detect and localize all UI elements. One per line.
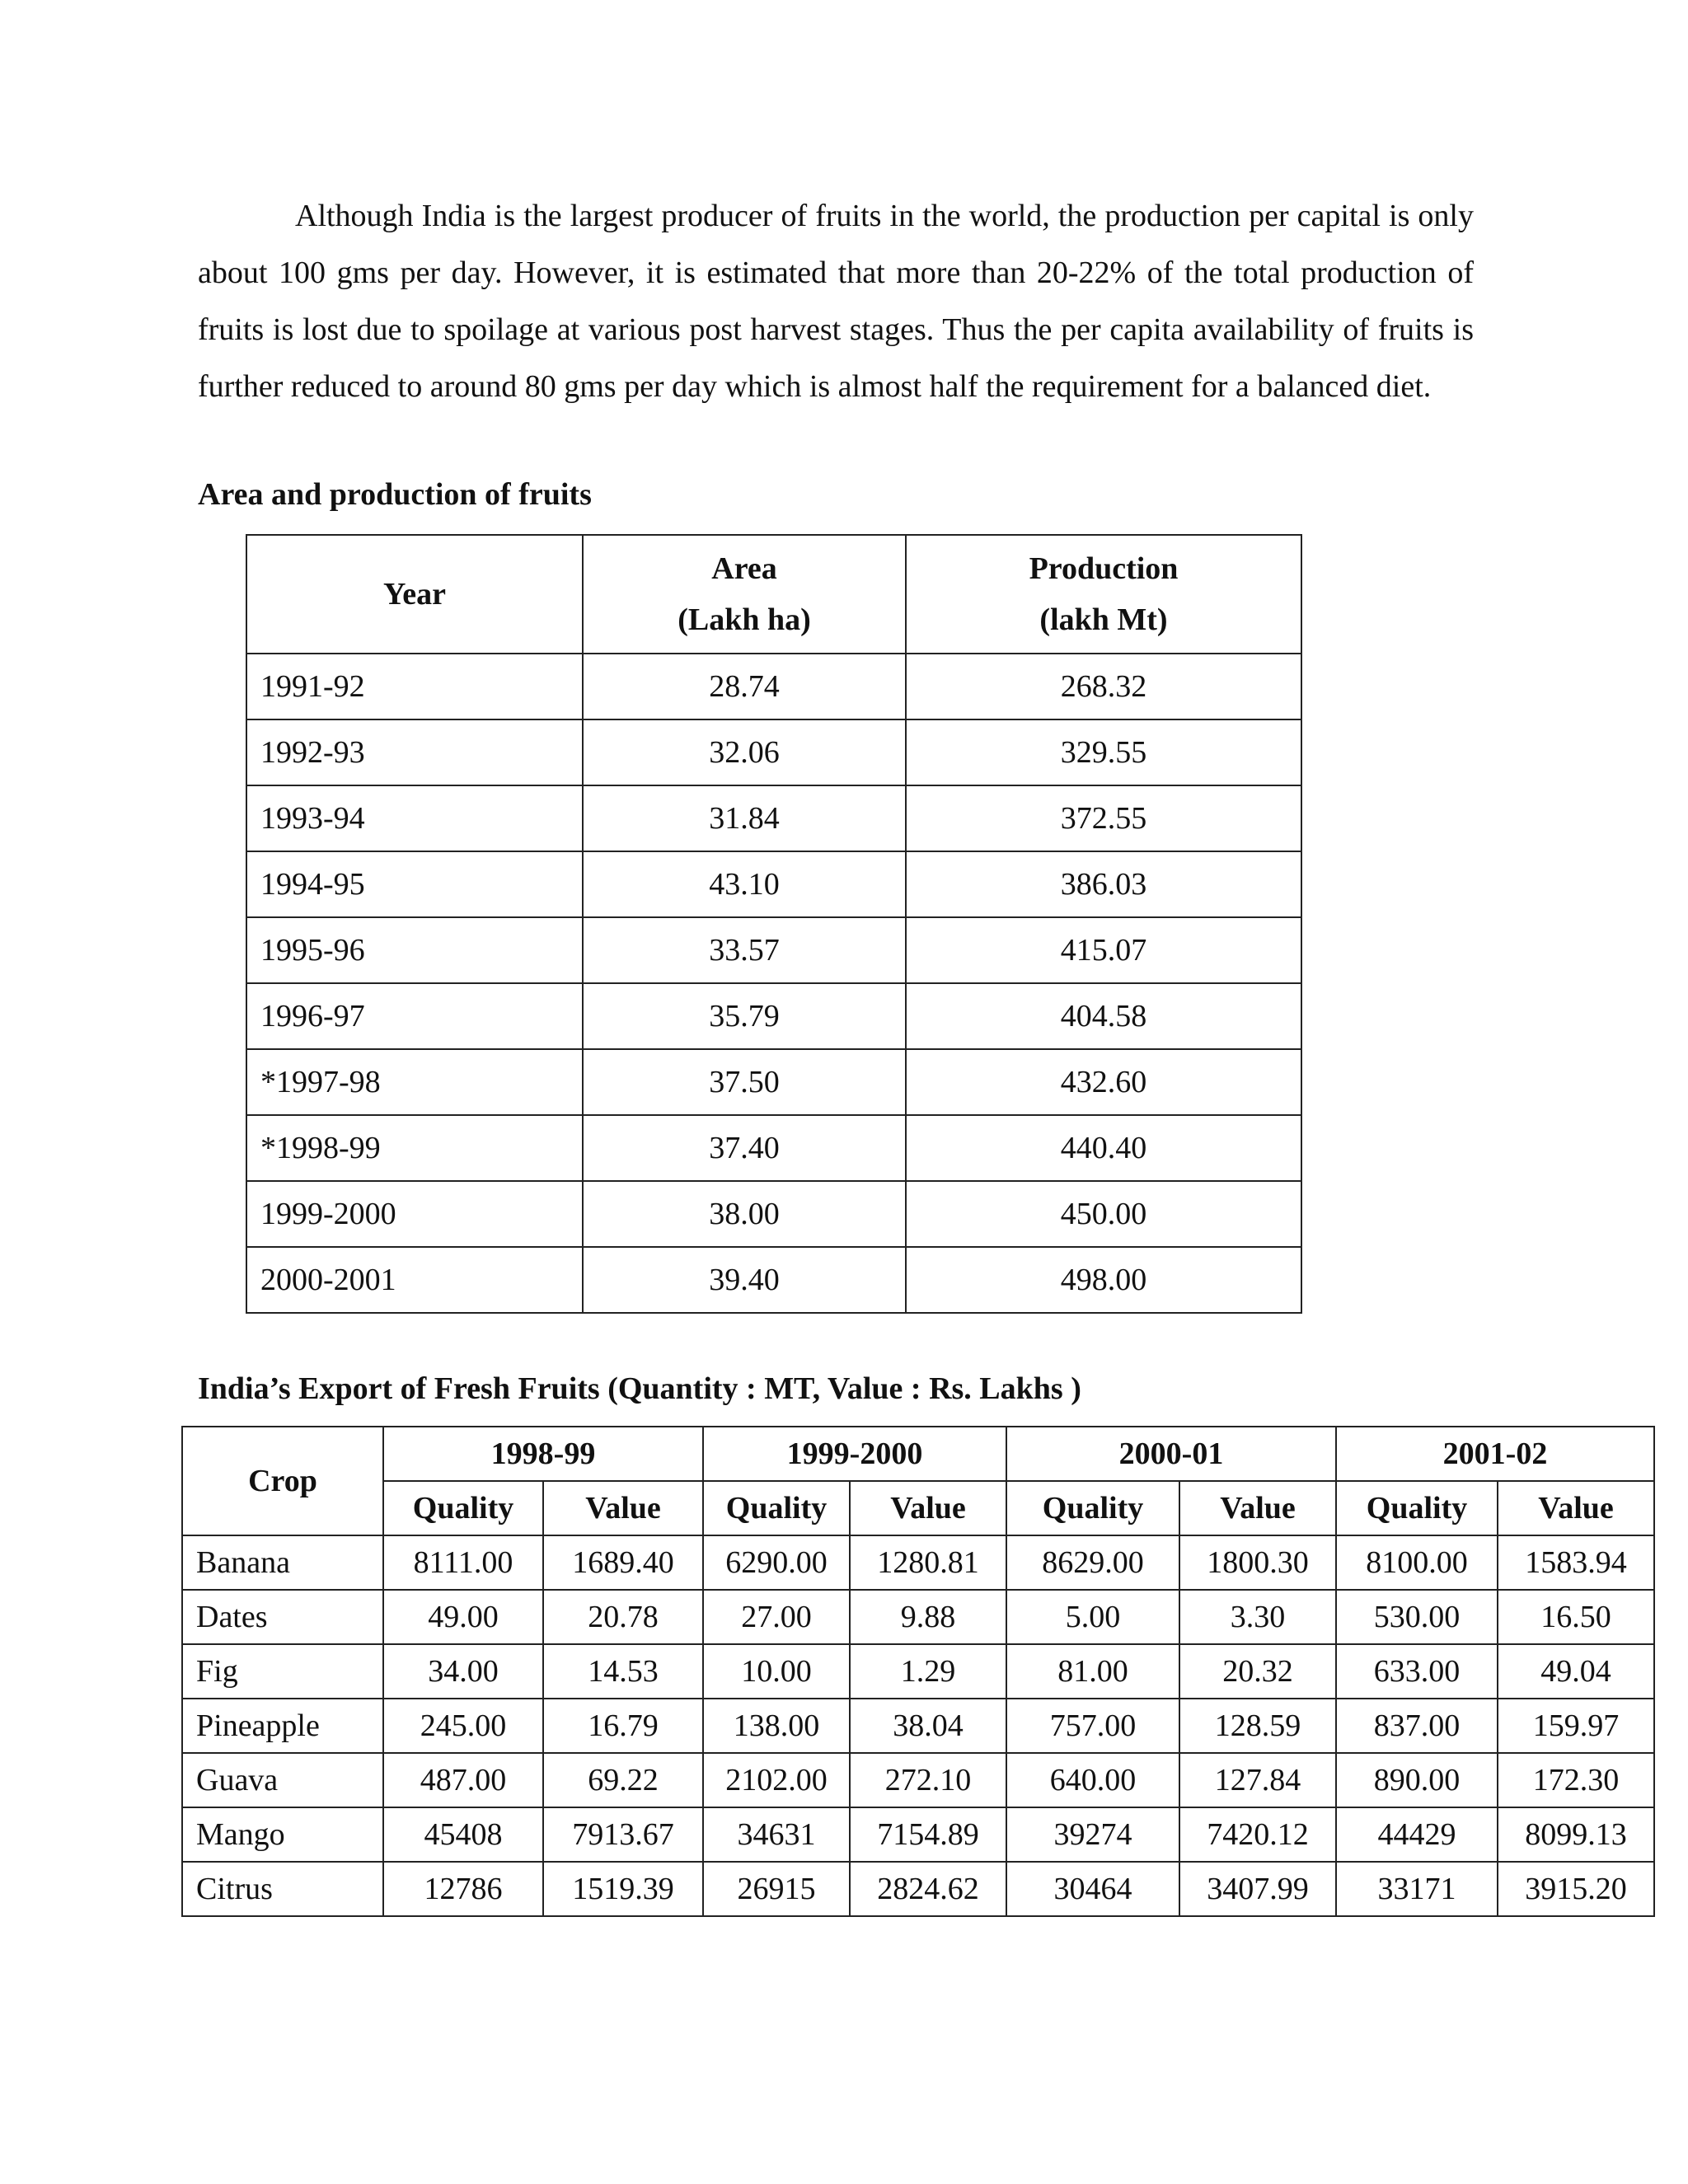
quality-cell: 8111.00 [383, 1535, 543, 1590]
value-cell: 7913.67 [543, 1807, 703, 1862]
year-header: 1999-2000 [703, 1427, 1006, 1481]
production-column-header [906, 535, 1301, 654]
production-unit-label: (lakh Mt) [1039, 602, 1168, 637]
value-cell: 20.32 [1179, 1644, 1336, 1699]
quality-cell: 245.00 [383, 1699, 543, 1753]
value-header: Value [1179, 1481, 1336, 1535]
value-cell: 38.04 [850, 1699, 1006, 1753]
area-production-heading: Area and production of fruits [198, 477, 592, 512]
quality-cell: 890.00 [1336, 1753, 1498, 1807]
quality-header: Quality [703, 1481, 850, 1535]
value-cell: 1280.81 [850, 1535, 1006, 1590]
value-cell: 1800.30 [1179, 1535, 1336, 1590]
quality-cell: 44429 [1336, 1807, 1498, 1862]
quality-cell: 26915 [703, 1862, 850, 1916]
area-cell: 31.84 [583, 785, 906, 851]
crop-cell: Guava [182, 1753, 383, 1807]
production-cell: 440.40 [906, 1115, 1301, 1181]
production-header-label: Production [1029, 551, 1179, 586]
export-table [181, 1426, 1655, 1917]
crop-cell: Banana [182, 1535, 383, 1590]
production-cell: 404.58 [906, 983, 1301, 1049]
quality-cell: 34631 [703, 1807, 850, 1862]
crop-cell: Citrus [182, 1862, 383, 1916]
table-row [246, 851, 1301, 917]
year-cell: 1999-2000 [246, 1181, 583, 1247]
quality-cell: 27.00 [703, 1590, 850, 1644]
quality-cell: 2102.00 [703, 1753, 850, 1807]
year-cell: *1997-98 [246, 1049, 583, 1115]
value-header: Value [850, 1481, 1006, 1535]
value-cell: 2824.62 [850, 1862, 1006, 1916]
crop-cell: Mango [182, 1807, 383, 1862]
value-cell: 14.53 [543, 1644, 703, 1699]
quality-cell: 633.00 [1336, 1644, 1498, 1699]
area-header-label: Area [711, 551, 777, 586]
value-cell: 3.30 [1179, 1590, 1336, 1644]
value-cell: 3915.20 [1498, 1862, 1654, 1916]
production-cell: 268.32 [906, 654, 1301, 719]
crop-cell: Pineapple [182, 1699, 383, 1753]
table-row [246, 1115, 1301, 1181]
quality-header: Quality [1336, 1481, 1498, 1535]
quality-cell: 757.00 [1006, 1699, 1179, 1753]
table-row [182, 1590, 1654, 1644]
table-row [182, 1535, 1654, 1590]
year-cell: 1994-95 [246, 851, 583, 917]
quality-header: Quality [383, 1481, 543, 1535]
value-header: Value [543, 1481, 703, 1535]
year-cell: 1995-96 [246, 917, 583, 983]
subheader-row [182, 1481, 1654, 1535]
quality-cell: 837.00 [1336, 1699, 1498, 1753]
value-cell: 9.88 [850, 1590, 1006, 1644]
quality-cell: 10.00 [703, 1644, 850, 1699]
table-row [246, 654, 1301, 719]
year-header: 2001-02 [1336, 1427, 1654, 1481]
quality-cell: 81.00 [1006, 1644, 1179, 1699]
area-cell: 37.50 [583, 1049, 906, 1115]
quality-cell: 33171 [1336, 1862, 1498, 1916]
table-row [246, 785, 1301, 851]
value-cell: 1.29 [850, 1644, 1006, 1699]
quality-cell: 6290.00 [703, 1535, 850, 1590]
value-cell: 172.30 [1498, 1753, 1654, 1807]
production-cell: 415.07 [906, 917, 1301, 983]
year-column-header [246, 535, 583, 654]
value-cell: 69.22 [543, 1753, 703, 1807]
value-cell: 8099.13 [1498, 1807, 1654, 1862]
value-header: Value [1498, 1481, 1654, 1535]
table-row [182, 1753, 1654, 1807]
quality-cell: 5.00 [1006, 1590, 1179, 1644]
area-unit-label: (Lakh ha) [678, 602, 811, 637]
area-production-body [246, 654, 1301, 1313]
quality-cell: 39274 [1006, 1807, 1179, 1862]
value-cell: 159.97 [1498, 1699, 1654, 1753]
area-cell: 33.57 [583, 917, 906, 983]
table-row [182, 1644, 1654, 1699]
quality-cell: 8629.00 [1006, 1535, 1179, 1590]
value-cell: 1519.39 [543, 1862, 703, 1916]
production-cell: 372.55 [906, 785, 1301, 851]
area-column-header [583, 535, 906, 654]
area-cell: 37.40 [583, 1115, 906, 1181]
production-cell: 450.00 [906, 1181, 1301, 1247]
year-header: 1998-99 [383, 1427, 703, 1481]
crop-cell: Fig [182, 1644, 383, 1699]
production-cell: 386.03 [906, 851, 1301, 917]
area-production-table [246, 534, 1302, 1314]
value-cell: 127.84 [1179, 1753, 1336, 1807]
export-body [182, 1535, 1654, 1916]
year-header-row [182, 1427, 1654, 1481]
crop-column-header: Crop [182, 1427, 383, 1535]
area-cell: 38.00 [583, 1181, 906, 1247]
area-cell: 32.06 [583, 719, 906, 785]
table-row [246, 983, 1301, 1049]
value-cell: 3407.99 [1179, 1862, 1336, 1916]
value-cell: 49.04 [1498, 1644, 1654, 1699]
value-cell: 1583.94 [1498, 1535, 1654, 1590]
table-row [182, 1807, 1654, 1862]
area-cell: 39.40 [583, 1247, 906, 1313]
quality-cell: 45408 [383, 1807, 543, 1862]
quality-cell: 49.00 [383, 1590, 543, 1644]
year-header: 2000-01 [1006, 1427, 1336, 1481]
value-cell: 272.10 [850, 1753, 1006, 1807]
table-header-row [246, 535, 1301, 654]
quality-cell: 487.00 [383, 1753, 543, 1807]
production-cell: 498.00 [906, 1247, 1301, 1313]
table-row [182, 1862, 1654, 1916]
value-cell: 1689.40 [543, 1535, 703, 1590]
year-cell: 1996-97 [246, 983, 583, 1049]
crop-cell: Dates [182, 1590, 383, 1644]
export-heading: India’s Export of Fresh Fruits (Quantity : MT, Value : Rs. Lakhs ) [198, 1371, 1081, 1406]
year-header-label: Year [383, 577, 446, 612]
value-cell: 7154.89 [850, 1807, 1006, 1862]
intro-paragraph: Although India is the largest producer of fruits in the world, the production per capital is only about 100 gms per day. However, it is estimated that more than 20-22% of the total production of fruits is lost due to spoilage at various post harvest stages. Thus the per capita availability of fruits is further reduced to around 80 gms per day which is almost half the requirement for a balanced diet. [198, 199, 1474, 404]
area-cell: 43.10 [583, 851, 906, 917]
table-row [182, 1699, 1654, 1753]
quality-cell: 640.00 [1006, 1753, 1179, 1807]
year-cell: 1991-92 [246, 654, 583, 719]
value-cell: 128.59 [1179, 1699, 1336, 1753]
quality-cell: 8100.00 [1336, 1535, 1498, 1590]
quality-cell: 138.00 [703, 1699, 850, 1753]
area-cell: 35.79 [583, 983, 906, 1049]
area-cell: 28.74 [583, 654, 906, 719]
production-cell: 432.60 [906, 1049, 1301, 1115]
year-cell: 2000-2001 [246, 1247, 583, 1313]
value-cell: 20.78 [543, 1590, 703, 1644]
table-row [246, 1247, 1301, 1313]
year-cell: 1993-94 [246, 785, 583, 851]
year-cell: *1998-99 [246, 1115, 583, 1181]
quality-cell: 34.00 [383, 1644, 543, 1699]
quality-cell: 530.00 [1336, 1590, 1498, 1644]
quality-header: Quality [1006, 1481, 1179, 1535]
table-row [246, 1049, 1301, 1115]
table-row [246, 1181, 1301, 1247]
value-cell: 16.50 [1498, 1590, 1654, 1644]
quality-cell: 30464 [1006, 1862, 1179, 1916]
table-row [246, 917, 1301, 983]
quality-cell: 12786 [383, 1862, 543, 1916]
value-cell: 7420.12 [1179, 1807, 1336, 1862]
year-cell: 1992-93 [246, 719, 583, 785]
value-cell: 16.79 [543, 1699, 703, 1753]
table-row [246, 719, 1301, 785]
production-cell: 329.55 [906, 719, 1301, 785]
